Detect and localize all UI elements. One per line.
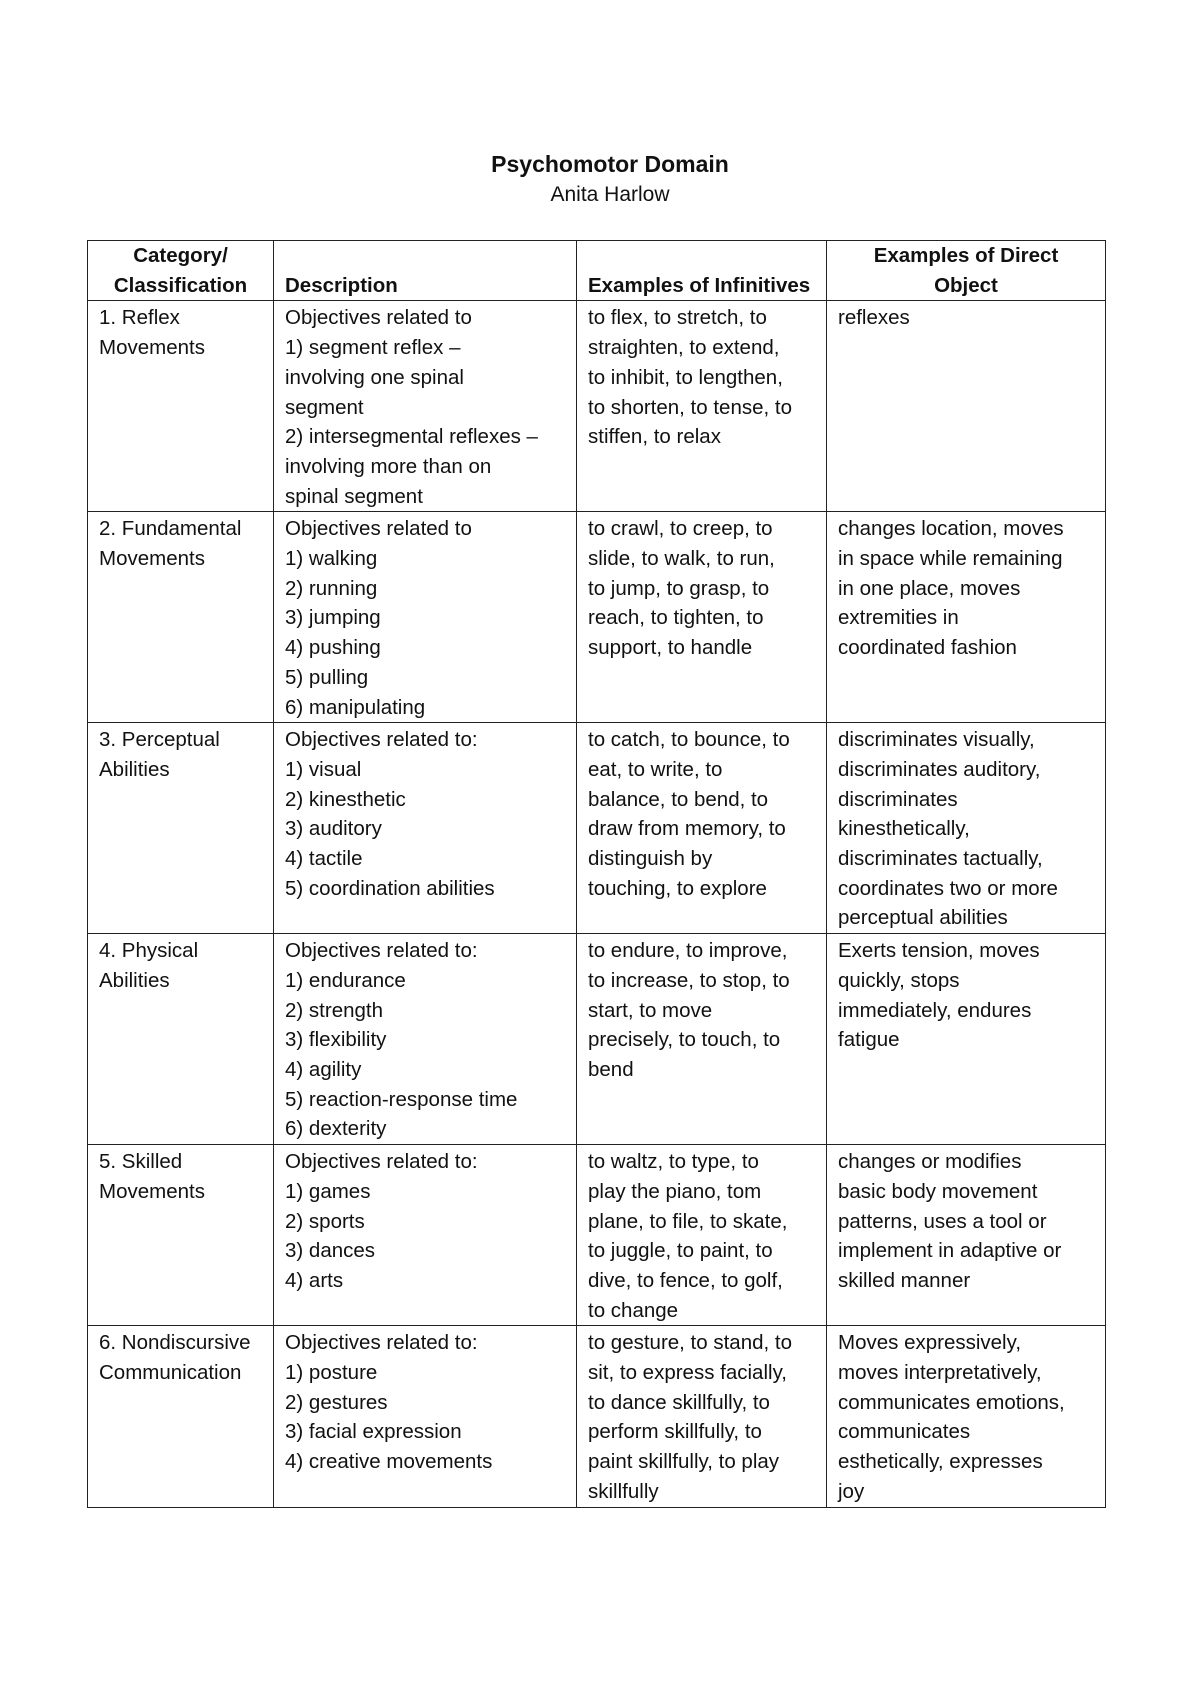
cell-text-line: in one place, moves (838, 576, 1021, 600)
table-body (88, 301, 1106, 1507)
cell-text-line: changes or modifies (838, 1150, 1022, 1174)
cell-text-line: Moves expressively, (838, 1331, 1022, 1355)
cell-text-line: 3) jumping (285, 606, 381, 630)
direct-object-cell (827, 723, 1106, 934)
cell-text-line: Objectives related to (285, 517, 472, 541)
cell-text-line: to waltz, to type, to (588, 1150, 759, 1174)
cell-text-line: 2) running (285, 576, 378, 600)
cell-text-line: 5. Skilled (99, 1150, 183, 1174)
cell-text-line: 4. Physical (99, 939, 199, 963)
direct-object-cell (827, 512, 1106, 723)
category-cell (88, 723, 274, 934)
cell-text-line: Abilities (99, 757, 170, 781)
direct-object-cell (827, 1145, 1106, 1326)
cell-text-line: 6) dexterity (285, 1117, 387, 1141)
cell-text-line: to jump, to grasp, to (588, 576, 770, 600)
cell-text-line: to shorten, to tense, to (588, 395, 792, 419)
cell-text-line: involving more than on (285, 454, 492, 478)
cell-text-line: to crawl, to creep, to (588, 517, 773, 541)
cell-text-line: 6) manipulating (285, 695, 426, 719)
cell-text-line: discriminates visually, (838, 728, 1035, 752)
cell-text-line: moves interpretatively, (838, 1361, 1042, 1385)
table-row (88, 512, 1106, 723)
cell-text-line: Objectives related to: (285, 1331, 478, 1355)
header-text-line: Description (285, 273, 398, 297)
cell-text-line: kinesthetically, (838, 817, 970, 841)
category-cell (88, 934, 274, 1145)
cell-text-line: Objectives related to (285, 306, 472, 330)
cell-text-line: 2. Fundamental (99, 517, 242, 541)
table-row (88, 301, 1106, 512)
cell-text-line: 2) sports (285, 1209, 365, 1233)
cell-text-line: Movements (99, 547, 205, 571)
cell-text-line: 1) segment reflex – (285, 336, 461, 360)
cell-text-line: 1) posture (285, 1361, 378, 1385)
direct-object-cell (827, 1326, 1106, 1507)
header-description (274, 241, 577, 301)
cell-text-line: 4) arts (285, 1268, 344, 1292)
description-cell (274, 301, 577, 512)
cell-text-line: in space while remaining (838, 547, 1063, 571)
cell-text-line: 2) gestures (285, 1390, 388, 1414)
infinitives-cell (577, 1145, 827, 1326)
cell-text-line: 5) pulling (285, 665, 369, 689)
cell-text-line: 5) coordination abilities (285, 876, 495, 900)
table-header-row (88, 241, 1106, 301)
cell-text-line: Objectives related to: (285, 1150, 478, 1174)
document-title: Psychomotor Domain (491, 151, 729, 177)
cell-text-line: support, to handle (588, 636, 753, 660)
cell-text-line: to flex, to stretch, to (588, 306, 767, 330)
infinitives-cell (577, 723, 827, 934)
header-text-line: Examples of Infinitives (588, 273, 811, 297)
cell-text-line: sit, to express facially, (588, 1361, 787, 1385)
header-infinitives (577, 241, 827, 301)
cell-text-line: bend (588, 1057, 634, 1081)
cell-text-line: 1) visual (285, 757, 362, 781)
cell-text-line: immediately, endures (838, 998, 1032, 1022)
cell-text-line: precisely, to touch, to (588, 1028, 781, 1052)
cell-text-line: draw from memory, to (588, 817, 786, 841)
category-cell (88, 1326, 274, 1507)
cell-text-line: quickly, stops (838, 968, 960, 992)
header-text-line: Examples of Direct (873, 244, 1059, 267)
cell-text-line: coordinated fashion (838, 636, 1017, 660)
direct-object-cell (827, 301, 1106, 512)
cell-text-line: Abilities (99, 968, 170, 992)
cell-text-line: to increase, to stop, to (588, 968, 790, 992)
cell-text-line: eat, to write, to (588, 757, 723, 781)
cell-text-line: stiffen, to relax (588, 425, 721, 449)
cell-text-line: basic body movement (838, 1179, 1038, 1203)
cell-text-line: to catch, to bounce, to (588, 728, 790, 752)
infinitives-cell (577, 512, 827, 723)
cell-text-line: reach, to tighten, to (588, 606, 764, 630)
cell-text-line: joy (838, 1479, 865, 1503)
cell-text-line: perceptual abilities (838, 906, 1008, 930)
cell-text-line: 4) creative movements (285, 1450, 493, 1474)
cell-text-line: reflexes (838, 306, 910, 330)
psychomotor-table (87, 240, 1106, 1508)
document-author: Anita Harlow (550, 183, 670, 206)
cell-text-line: perform skillfully, to (588, 1420, 762, 1444)
cell-text-line: to gesture, to stand, to (588, 1331, 792, 1355)
cell-text-line: 2) strength (285, 998, 383, 1022)
cell-text-line: patterns, uses a tool or (838, 1209, 1047, 1233)
cell-text-line: 1) endurance (285, 968, 406, 992)
category-cell (88, 512, 274, 723)
description-cell (274, 1145, 577, 1326)
cell-text-line: touching, to explore (588, 876, 767, 900)
cell-text-line: Objectives related to: (285, 728, 478, 752)
cell-text-line: involving one spinal (285, 365, 464, 389)
cell-text-line: extremities in (838, 606, 959, 630)
cell-text-line: implement in adaptive or (838, 1239, 1062, 1263)
cell-text-line: 6. Nondiscursive (99, 1331, 251, 1355)
table-row (88, 723, 1106, 934)
description-cell (274, 512, 577, 723)
cell-text-line: paint skillfully, to play (588, 1450, 780, 1474)
infinitives-cell (577, 934, 827, 1145)
cell-text-line: 1) walking (285, 547, 378, 571)
direct-object-cell (827, 934, 1106, 1145)
cell-text-line: 4) pushing (285, 636, 381, 660)
cell-text-line: Movements (99, 336, 205, 360)
cell-text-line: 3) facial expression (285, 1420, 462, 1444)
cell-text-line: skilled manner (838, 1268, 971, 1292)
description-cell (274, 723, 577, 934)
cell-text-line: 5) reaction-response time (285, 1087, 518, 1111)
table-row (88, 1145, 1106, 1326)
cell-text-line: start, to move (588, 998, 713, 1022)
cell-text-line: balance, to bend, to (588, 787, 769, 811)
cell-text-line: 2) kinesthetic (285, 787, 406, 811)
cell-text-line: skillfully (588, 1479, 659, 1503)
cell-text-line: communicates (838, 1420, 971, 1444)
cell-text-line: straighten, to extend, (588, 336, 780, 360)
cell-text-line: distinguish by (588, 847, 713, 871)
cell-text-line: changes location, moves (838, 517, 1064, 541)
cell-text-line: coordinates two or more (838, 876, 1058, 900)
cell-text-line: discriminates tactually, (838, 847, 1043, 871)
cell-text-line: 1. Reflex (99, 306, 180, 330)
infinitives-cell (577, 301, 827, 512)
cell-text-line: 3. Perceptual (99, 728, 220, 752)
cell-text-line: 3) flexibility (285, 1028, 387, 1052)
cell-text-line: Communication (99, 1361, 242, 1385)
description-cell (274, 934, 577, 1145)
table-row (88, 1326, 1106, 1507)
header-category (88, 241, 274, 301)
cell-text-line: 3) auditory (285, 817, 382, 841)
description-cell (274, 1326, 577, 1507)
cell-text-line: dive, to fence, to golf, (588, 1268, 783, 1292)
table-row (88, 934, 1106, 1145)
header-text-line: Category/ (133, 244, 228, 267)
cell-text-line: to change (588, 1298, 679, 1322)
cell-text-line: discriminates auditory, (838, 757, 1041, 781)
header-text-line: Object (934, 273, 998, 297)
header-direct-object (827, 241, 1106, 301)
cell-text-line: 2) intersegmental reflexes – (285, 425, 538, 449)
cell-text-line: to endure, to improve, (588, 939, 788, 963)
cell-text-line: Exerts tension, moves (838, 939, 1040, 963)
cell-text-line: to inhibit, to lengthen, (588, 365, 783, 389)
cell-text-line: communicates emotions, (838, 1390, 1065, 1414)
cell-text-line: plane, to file, to skate, (588, 1209, 788, 1233)
infinitives-cell (577, 1326, 827, 1507)
cell-text-line: fatigue (838, 1028, 900, 1052)
cell-text-line: 3) dances (285, 1239, 376, 1263)
cell-text-line: Objectives related to: (285, 939, 478, 963)
cell-text-line: to dance skillfully, to (588, 1390, 770, 1414)
cell-text-line: 4) agility (285, 1057, 362, 1081)
cell-text-line: slide, to walk, to run, (588, 547, 775, 571)
cell-text-line: Movements (99, 1179, 205, 1203)
cell-text-line: 1) games (285, 1179, 371, 1203)
category-cell (88, 1145, 274, 1326)
header-text-line: Classification (113, 273, 248, 297)
cell-text-line: to juggle, to paint, to (588, 1239, 773, 1263)
cell-text-line: play the piano, tom (588, 1179, 762, 1203)
cell-text-line: spinal segment (285, 484, 423, 508)
category-cell (88, 301, 274, 512)
cell-text-line: segment (285, 395, 364, 419)
cell-text-line: esthetically, expresses (838, 1450, 1043, 1474)
cell-text-line: 4) tactile (285, 847, 363, 871)
cell-text-line: discriminates (838, 787, 958, 811)
